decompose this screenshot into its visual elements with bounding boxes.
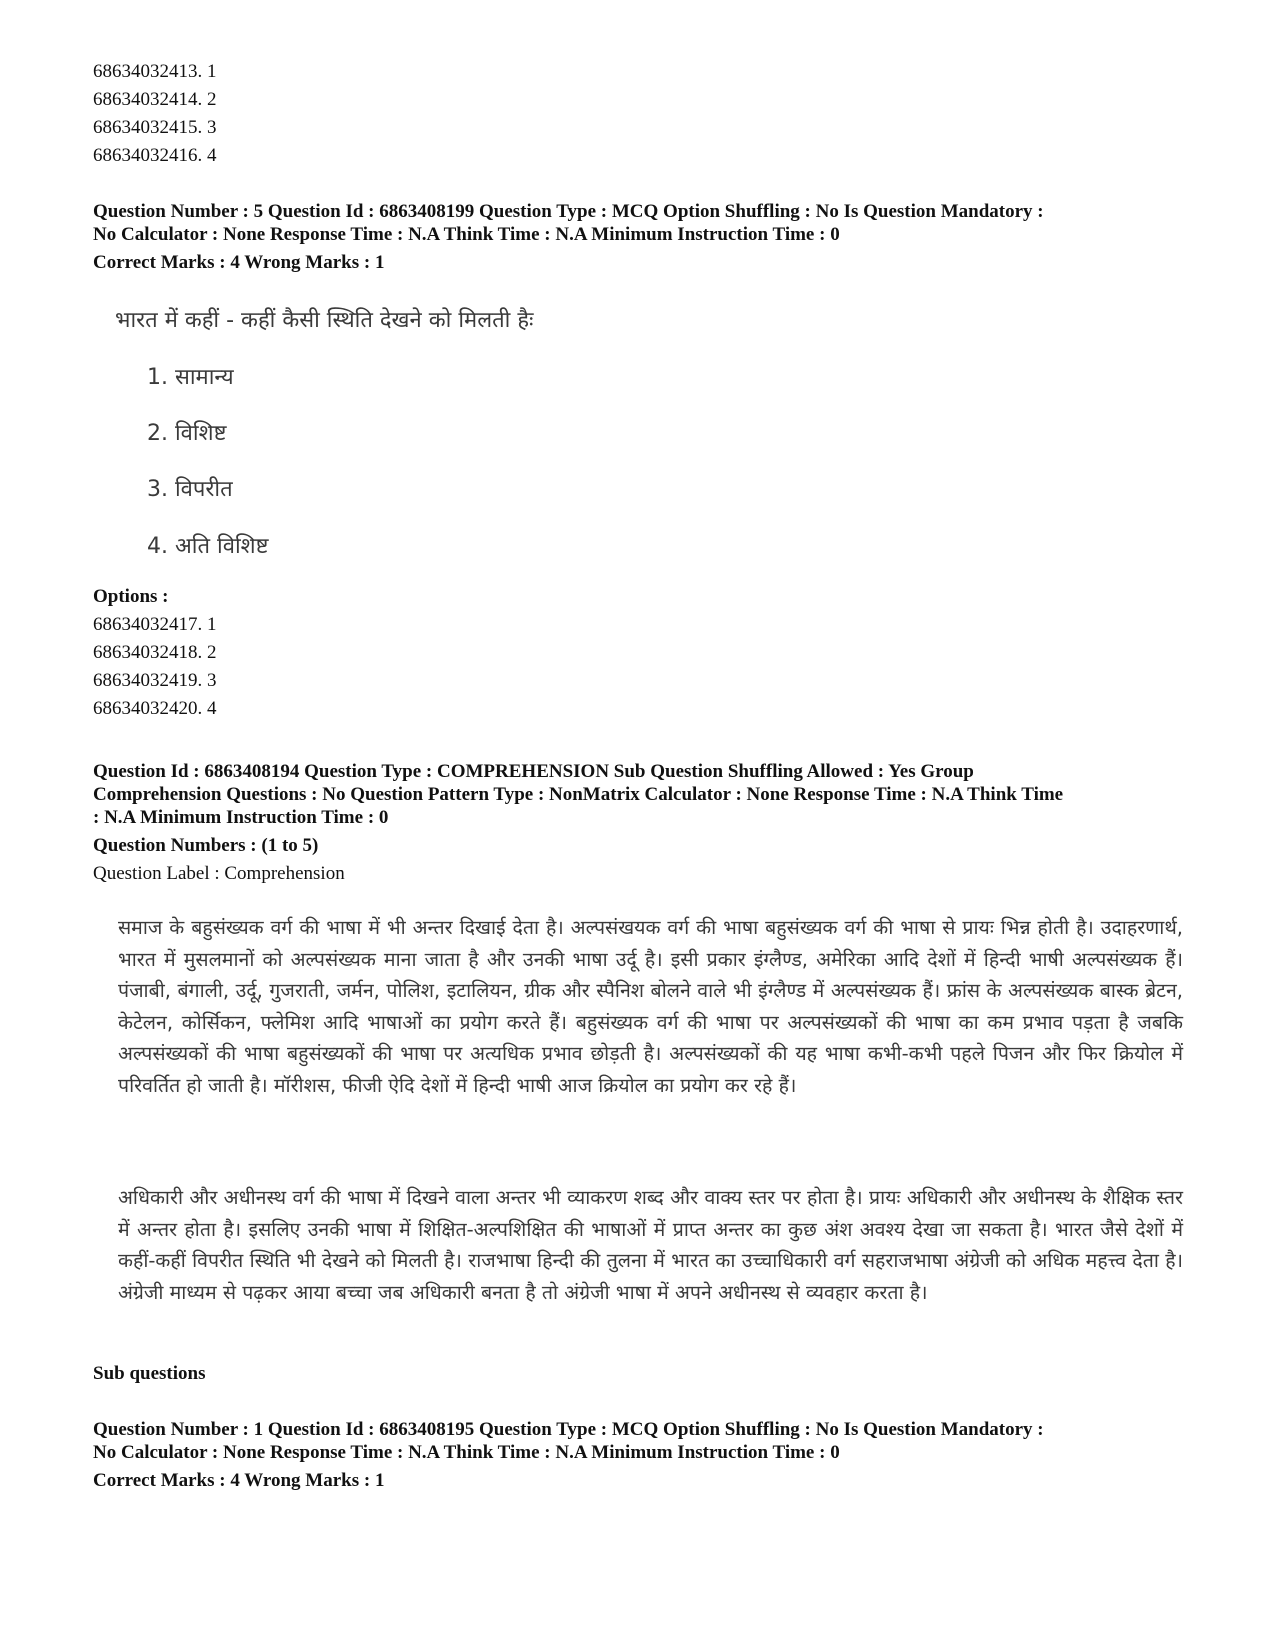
option-line: 68634032416. 4 [93, 145, 217, 166]
comprehension-paragraph-2: अधिकारी और अधीनस्थ वर्ग की भाषा में दिखने वाला अन्तर भी व्याकरण शब्द और वाक्य स्तर पर होता है। प्रायः अधिकारी और अधीनस्थ के शैक्षिक स्तर में अन्तर होता है। इसलिए उनकी भाषा में शिक्षित-अल्पशिक्षित की भाषाओं में प्राप्त अन्तर का कुछ अंश अवश्य देखा जा सकता है। भारत जैसे देशों में कहीं-कहीं विपरीत स्थिति भी देखने को मिलती है। राजभाषा हिन्दी की तुलना में भारत का उच्चाधिकारी वर्ग सहराजभाषा अंग्रेजी को अधिक महत्त्व देता है। अंग्रेजी माध्यम से पढ़कर आया बच्चा जब अधिकारी बनता है तो अंग्रेजी भाषा में अपने अधीनस्थ से व्यवहार करता है। [118, 1186, 1183, 1304]
question-5-meta-line-2: No Calculator : None Response Time : N.A Think Time : N.A Minimum Instruction Time : 0 [93, 224, 840, 245]
option-line: 68634032418. 2 [93, 642, 217, 663]
sub-questions-heading: Sub questions [93, 1363, 206, 1384]
question-5-choice: 1. सामान्य [147, 365, 234, 390]
option-line: 68634032413. 1 [93, 61, 217, 82]
option-line: 68634032417. 1 [93, 614, 217, 635]
question-5-choice: 3. विपरीत [147, 477, 233, 502]
sub-question-1-marks: Correct Marks : 4 Wrong Marks : 1 [93, 1470, 385, 1491]
comprehension-meta-line-2: Comprehension Questions : No Question Pattern Type : NonMatrix Calculator : None Response Time : N.A Think Time [93, 784, 1064, 805]
option-line: 68634032419. 3 [93, 670, 217, 691]
question-label: Question Label : Comprehension [93, 863, 345, 884]
comprehension-paragraph-1: समाज के बहुसंख्यक वर्ग की भाषा में भी अन्तर दिखाई देता है। अल्पसंखयक वर्ग की भाषा बहुसंख्यक वर्ग की भाषा से प्रायः भिन्न होती है। उदाहरणार्थ, भारत में मुसलमानों को अल्पसंख्यक माना जाता है और उनकी भाषा उर्दू है। इसी प्रकार इंग्लैण्ड, अमेरिका आदि देशों में हिन्दी भाषी अल्पसंख्यक हैं। पंजाबी, बंगाली, उर्दू, गुजराती, जर्मन, पोलिश, इटालियन, ग्रीक और स्पैनिश बोलने वाले भी इंग्लैण्ड में अल्पसंख्यक हैं। फ्रांस के अल्पसंख्यक बास्क ब्रेटन, केटेलन, कोर्सिकन, फ्लेमिश आदि भाषाओं का प्रयोग करते हैं। बहुसंख्यक वर्ग की भाषा पर अल्पसंख्यकों की भाषा का कम प्रभाव पड़ता है जबकि अल्पसंख्यकों की भाषा बहुसंख्यकों की भाषा पर अत्यधिक प्रभाव छोड़ती है। अल्पसंख्यकों की यह भाषा कभी-कभी पहले पिजन और फिर क्रियोल में परिवर्तित हो जाती है। मॉरीशस, फीजी ऐदि देशों में हिन्दी भाषी आज क्रियोल का प्रयोग कर रहे हैं। [118, 916, 1183, 1097]
question-5-marks: Correct Marks : 4 Wrong Marks : 1 [93, 252, 385, 273]
question-5-choice: 4. अति विशिष्ट [147, 534, 269, 559]
comprehension-meta-line-1: Question Id : 6863408194 Question Type : COMPREHENSION Sub Question Shuffling Allowed : Yes Group [93, 761, 974, 782]
option-line: 68634032415. 3 [93, 117, 217, 138]
option-line: 68634032420. 4 [93, 698, 217, 719]
question-5-stem: भारत में कहीं - कहीं कैसी स्थिति देखने को मिलती हैः [115, 308, 534, 333]
question-numbers: Question Numbers : (1 to 5) [93, 835, 319, 856]
sub-question-1-meta-line-1: Question Number : 1 Question Id : 6863408195 Question Type : MCQ Option Shuffling : No Is Question Mandatory : [93, 1419, 1044, 1440]
question-5-choice: 2. विशिष्ट [147, 421, 227, 446]
option-line: 68634032414. 2 [93, 89, 217, 110]
options-heading: Options : [93, 586, 169, 607]
sub-question-1-meta-line-2: No Calculator : None Response Time : N.A Think Time : N.A Minimum Instruction Time : 0 [93, 1442, 840, 1463]
comprehension-meta-line-3: : N.A Minimum Instruction Time : 0 [93, 807, 389, 828]
question-5-meta-line-1: Question Number : 5 Question Id : 6863408199 Question Type : MCQ Option Shuffling : No Is Question Mandatory : [93, 201, 1044, 222]
